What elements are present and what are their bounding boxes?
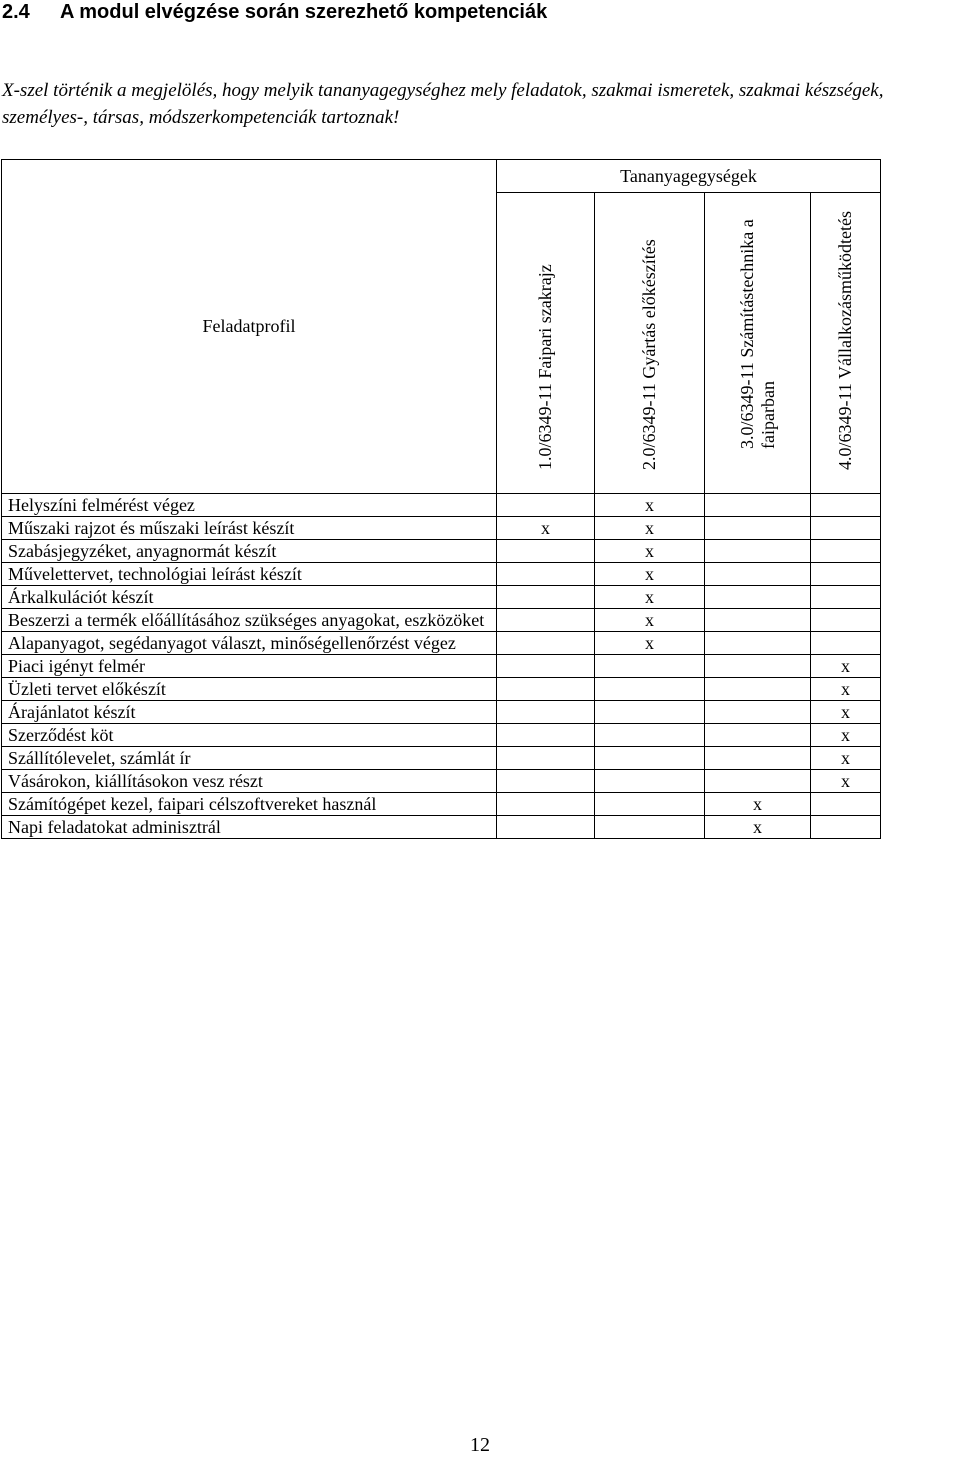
column-header-label: 3.0/6349-11 Számítástechnika a faiparban [736, 219, 778, 449]
profile-header: Feladatprofil [2, 160, 497, 494]
mark-cell [811, 563, 881, 586]
task-cell: Szállítólevelet, számlát ír [2, 747, 497, 770]
section-title: A modul elvégzése során szerezhető kompetenciák [60, 1, 548, 23]
task-cell: Üzleti tervet előkészít [2, 678, 497, 701]
table-row [2, 816, 881, 839]
task-cell: Műszaki rajzot és műszaki leírást készít [2, 517, 497, 540]
mark-cell [595, 655, 705, 678]
mark-cell [811, 816, 881, 839]
mark-cell: x [705, 793, 811, 816]
task-cell: Alapanyagot, segédanyagot választ, minőségellenőrzést végez [2, 632, 497, 655]
task-cell: Napi feladatokat adminisztrál [2, 816, 497, 839]
mark-cell [497, 563, 595, 586]
task-cell: Beszerzi a termék előállításához szükséges anyagokat, eszközöket [2, 609, 497, 632]
column-header-label: 1.0/6349-11 Faipari szakrajz [534, 264, 555, 470]
column-header-4 [811, 193, 881, 494]
task-cell: Művelettervet, technológiai leírást készít [2, 563, 497, 586]
mark-cell [497, 678, 595, 701]
mark-cell [705, 724, 811, 747]
table-row [2, 609, 881, 632]
table-row [2, 724, 881, 747]
page-number: 12 [470, 1434, 490, 1456]
competency-table [1, 159, 881, 839]
mark-cell [705, 632, 811, 655]
table-row [2, 747, 881, 770]
mark-cell: x [595, 517, 705, 540]
mark-cell [811, 609, 881, 632]
intro-paragraph: X-szel történik a megjelölés, hogy melyik tananyagegységhez mely feladatok, szakmai ismeretek, szakmai készségek, személyes-, társas, módszerkompetenciák tartoznak! [2, 80, 884, 128]
mark-cell [497, 793, 595, 816]
mark-cell [497, 747, 595, 770]
mark-cell [705, 701, 811, 724]
task-cell: Piaci igényt felmér [2, 655, 497, 678]
mark-cell [811, 586, 881, 609]
mark-cell [811, 540, 881, 563]
mark-cell [811, 494, 881, 517]
mark-cell: x [705, 816, 811, 839]
mark-cell [497, 724, 595, 747]
mark-cell [705, 655, 811, 678]
mark-cell [811, 517, 881, 540]
mark-cell [705, 563, 811, 586]
mark-cell [497, 632, 595, 655]
mark-cell: x [811, 770, 881, 793]
mark-cell: x [811, 724, 881, 747]
mark-cell [595, 678, 705, 701]
mark-cell [705, 540, 811, 563]
mark-cell [497, 770, 595, 793]
mark-cell [497, 655, 595, 678]
table-row [2, 770, 881, 793]
mark-cell: x [595, 609, 705, 632]
mark-cell [595, 701, 705, 724]
mark-cell [595, 747, 705, 770]
mark-cell [497, 586, 595, 609]
table-row [2, 632, 881, 655]
column-header-1 [497, 193, 595, 494]
mark-cell: x [595, 540, 705, 563]
mark-cell: x [811, 701, 881, 724]
task-cell: Szerződést köt [2, 724, 497, 747]
table-row [2, 793, 881, 816]
mark-cell [705, 678, 811, 701]
table-row [2, 655, 881, 678]
mark-cell [497, 816, 595, 839]
mark-cell [497, 494, 595, 517]
mark-cell [497, 540, 595, 563]
column-header-label: 4.0/6349-11 Vállalkozásműködtetés [834, 211, 855, 470]
task-cell: Árajánlatot készít [2, 701, 497, 724]
mark-cell [705, 609, 811, 632]
table-row [2, 701, 881, 724]
group-header: Tananyagegységek [497, 160, 881, 193]
task-cell: Vásárokon, kiállításokon vesz részt [2, 770, 497, 793]
mark-cell: x [811, 747, 881, 770]
mark-cell [705, 586, 811, 609]
mark-cell [811, 793, 881, 816]
mark-cell [705, 747, 811, 770]
task-cell: Számítógépet kezel, faipari célszoftvereket használ [2, 793, 497, 816]
mark-cell [811, 632, 881, 655]
table-row [2, 586, 881, 609]
mark-cell [705, 494, 811, 517]
table-row [2, 563, 881, 586]
mark-cell: x [811, 655, 881, 678]
table-row [2, 540, 881, 563]
task-cell: Helyszíni felmérést végez [2, 494, 497, 517]
mark-cell [595, 724, 705, 747]
task-cell: Árkalkulációt készít [2, 586, 497, 609]
column-header-label: 2.0/6349-11 Gyártás előkészítés [638, 239, 659, 470]
table-row [2, 678, 881, 701]
mark-cell: x [595, 632, 705, 655]
mark-cell: x [497, 517, 595, 540]
table-row [2, 517, 881, 540]
section-number: 2.4 [2, 1, 30, 23]
task-cell: Szabásjegyzéket, anyagnormát készít [2, 540, 497, 563]
column-header-3 [705, 193, 811, 494]
table-row [2, 494, 881, 517]
mark-cell [497, 609, 595, 632]
mark-cell [497, 701, 595, 724]
mark-cell: x [595, 494, 705, 517]
mark-cell [595, 770, 705, 793]
mark-cell [705, 770, 811, 793]
mark-cell [705, 517, 811, 540]
mark-cell: x [595, 563, 705, 586]
mark-cell: x [811, 678, 881, 701]
column-header-2 [595, 193, 705, 494]
mark-cell: x [595, 586, 705, 609]
mark-cell [595, 816, 705, 839]
mark-cell [595, 793, 705, 816]
